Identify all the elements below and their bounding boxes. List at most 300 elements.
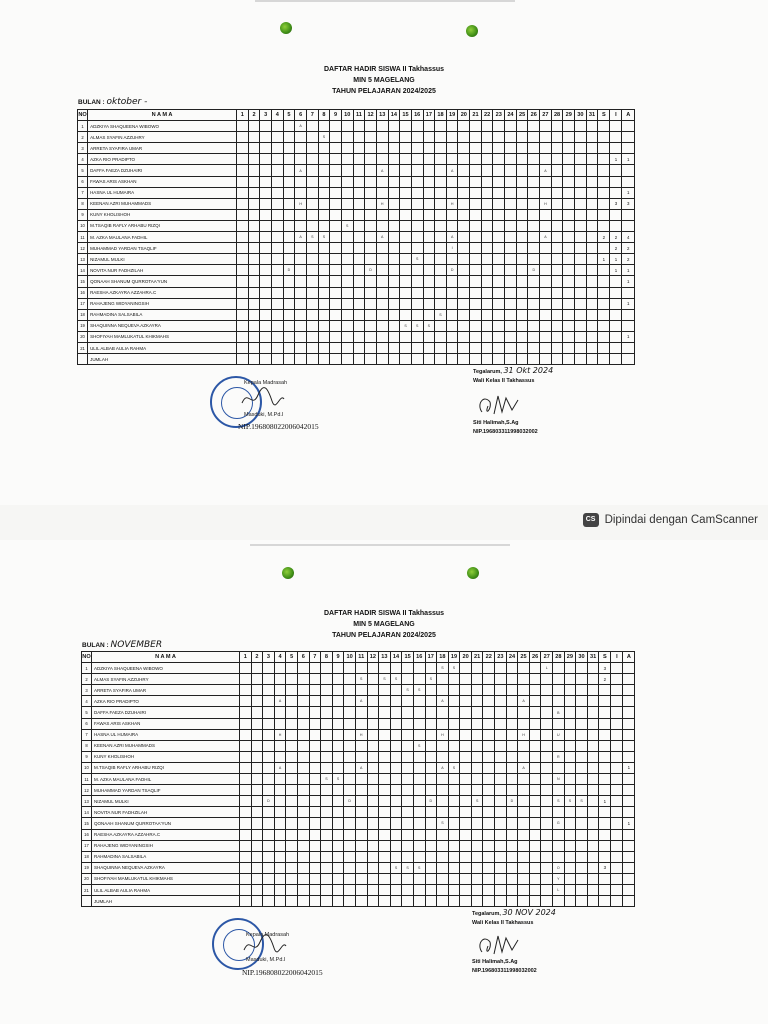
attendance-cell [271,265,283,276]
attendance-cell [493,209,505,220]
attendance-cell [344,785,356,796]
attendance-mark: S [404,323,407,328]
attendance-cell [271,254,283,265]
attendance-cell [423,154,435,165]
attendance-cell [505,342,517,353]
table-row [82,862,635,873]
attendance-cell [587,729,599,740]
attendance-cell [286,884,298,895]
attendance-cell [248,254,260,265]
attendance-cell [481,143,493,154]
attendance-cell [483,762,495,773]
attendance-cell [587,851,599,862]
attendance-cell [365,243,377,254]
attendance-cell [576,785,588,796]
attendance-mark: A [278,699,282,704]
attendance-cell [528,320,540,331]
attendance-cell [423,254,435,265]
attendance-cell [263,674,275,685]
attendance-cell [402,840,414,851]
attendance-cell [318,187,330,198]
column-header-day: 1 [240,652,252,663]
attendance-cell [341,265,353,276]
attendance-cell [376,320,388,331]
attendance-cell [248,176,260,187]
student-no: 19 [82,862,92,873]
attendance-cell [458,287,470,298]
attendance-cell [446,265,458,276]
attendance-cell [423,342,435,353]
attendance-cell [481,342,493,353]
attendance-cell [365,331,377,342]
total-alpa [622,209,635,220]
attendance-cell [365,287,377,298]
attendance-cell [495,685,507,696]
attendance-cell [575,232,587,243]
attendance-cell [516,154,528,165]
attendance-cell [493,187,505,198]
attendance-cell [471,729,483,740]
attendance-cell [332,774,344,785]
total-cell [437,896,449,907]
attendance-cell [564,663,576,674]
attendance-cell [388,276,400,287]
attendance-cell [458,320,470,331]
attendance-cell [297,851,309,862]
attendance-cell [529,818,541,829]
attendance-cell [446,165,458,176]
attendance-cell [575,187,587,198]
attendance-cell [575,265,587,276]
attendance-cell [286,840,298,851]
attendance-cell [332,807,344,818]
attendance-cell [400,209,412,220]
attendance-cell [553,774,565,785]
attendance-cell [553,807,565,818]
attendance-cell [309,740,321,751]
attendance-cell [495,674,507,685]
table-row [78,209,635,220]
column-header-day: 26 [528,110,540,121]
total-cell [248,354,260,365]
attendance-cell [411,209,423,220]
attendance-cell [376,232,388,243]
attendance-cell [274,807,286,818]
attendance-cell [309,818,321,829]
attendance-cell [516,243,528,254]
total-cell [622,354,635,365]
attendance-cell [576,796,588,807]
student-no: 14 [82,807,92,818]
attendance-cell [332,785,344,796]
attendance-mark: S [580,799,583,804]
attendance-cell [471,851,483,862]
attendance-cell [248,243,260,254]
attendance-cell [400,309,412,320]
attendance-cell [283,132,295,143]
attendance-cell [529,740,541,751]
attendance-cell [260,243,272,254]
headmaster-nip: NIP.196808022006042015 [242,968,323,977]
attendance-cell [587,796,599,807]
attendance-cell [274,718,286,729]
attendance-cell [460,884,472,895]
column-header-day: 18 [435,110,447,121]
attendance-cell [344,729,356,740]
attendance-cell [551,309,563,320]
attendance-mark: S [406,865,409,870]
attendance-cell [437,674,449,685]
attendance-cell [283,143,295,154]
attendance-cell [309,774,321,785]
attendance-cell [251,685,263,696]
attendance-cell [493,165,505,176]
attendance-cell [575,342,587,353]
table-row [78,154,635,165]
attendance-cell [367,851,379,862]
total-sakit [598,154,610,165]
attendance-cell [283,298,295,309]
attendance-cell [435,342,447,353]
attendance-cell [506,762,518,773]
total-cell [297,896,309,907]
attendance-cell [355,740,367,751]
attendance-cell [330,265,342,276]
attendance-cell [446,154,458,165]
attendance-cell [576,696,588,707]
column-header-day: 1 [237,110,249,121]
attendance-cell [237,342,249,353]
attendance-cell [541,851,553,862]
attendance-cell [481,243,493,254]
total-izin [611,729,623,740]
wali-nip: NIP.196803311998032002 [473,429,538,435]
total-cell [353,354,365,365]
attendance-cell [448,873,460,884]
attendance-cell [388,154,400,165]
attendance-cell [295,276,307,287]
attendance-cell [251,696,263,707]
attendance-cell [251,774,263,785]
attendance-cell [271,154,283,165]
attendance-cell [263,829,275,840]
wali-name-block [473,419,538,437]
attendance-cell [435,298,447,309]
attendance-cell [332,796,344,807]
attendance-cell [575,176,587,187]
attendance-cell [309,862,321,873]
attendance-cell [587,840,599,851]
attendance-cell [460,873,472,884]
attendance-cell [495,840,507,851]
attendance-cell [541,796,553,807]
attendance-cell [481,309,493,320]
attendance-cell [448,796,460,807]
student-name: ARRETA SYAFIRA UMAR [92,685,240,696]
attendance-cell [248,154,260,165]
total-cell [425,896,437,907]
attendance-cell [563,165,575,176]
attendance-mark: H [522,732,525,737]
attendance-cell [248,187,260,198]
student-name: RAESHA AZKAYRA AZZAHRA.C [92,829,240,840]
attendance-cell [263,729,275,740]
attendance-cell [448,785,460,796]
attendance-cell [425,685,437,696]
total-alpa [623,785,635,796]
attendance-cell [376,154,388,165]
attendance-cell [260,198,272,209]
attendance-cell [413,729,425,740]
attendance-cell [493,254,505,265]
student-no: 13 [82,796,92,807]
attendance-cell [437,807,449,818]
total-sakit [599,774,611,785]
attendance-cell [286,674,298,685]
attendance-cell [505,265,517,276]
attendance-cell [365,298,377,309]
attendance-cell [471,740,483,751]
column-header-day: 3 [263,652,275,663]
total-izin: 1 [610,154,622,165]
attendance-cell [518,729,530,740]
column-header-day: 24 [505,110,517,121]
attendance-cell [425,818,437,829]
attendance-cell [528,331,540,342]
student-name: MUHAMMAD YARDAN TSAQLIF [88,243,237,254]
attendance-cell [321,862,333,873]
attendance-cell [248,143,260,154]
attendance-cell [240,729,252,740]
attendance-cell [587,762,599,773]
attendance-cell [470,265,482,276]
attendance-cell [297,663,309,674]
total-cell [271,354,283,365]
attendance-cell [390,851,402,862]
total-sakit [599,807,611,818]
attendance-cell [309,840,321,851]
table-header-row [78,110,635,121]
attendance-cell [251,707,263,718]
table-row [82,840,635,851]
attendance-cell [586,331,598,342]
attendance-cell [248,298,260,309]
attendance-cell [411,342,423,353]
title-line-2: MIN 5 MAGELANG [353,621,415,628]
attendance-cell [448,884,460,895]
total-alpa [623,807,635,818]
attendance-cell [446,176,458,187]
attendance-cell [271,220,283,231]
attendance-cell [516,220,528,231]
attendance-cell [493,298,505,309]
attendance-cell [529,774,541,785]
column-header-day: 15 [402,652,414,663]
student-no: 5 [82,707,92,718]
attendance-cell [437,707,449,718]
attendance-cell [321,663,333,674]
attendance-cell [271,232,283,243]
attendance-cell [506,729,518,740]
attendance-cell [448,663,460,674]
attendance-cell [495,663,507,674]
attendance-cell [297,762,309,773]
attendance-mark: S [394,865,398,870]
attendance-cell [423,165,435,176]
attendance-cell [240,851,252,862]
attendance-cell [446,309,458,320]
attendance-cell [423,176,435,187]
attendance-cell [286,774,298,785]
attendance-cell [400,243,412,254]
attendance-cell [332,718,344,729]
total-izin: 1 [610,254,622,265]
attendance-cell [423,187,435,198]
attendance-cell [460,762,472,773]
attendance-cell [306,143,318,154]
attendance-cell [367,751,379,762]
attendance-cell [506,774,518,785]
attendance-cell [321,873,333,884]
total-alpa: 1 [622,298,635,309]
attendance-cell [505,298,517,309]
table-row [82,729,635,740]
attendance-cell [541,740,553,751]
attendance-mark: D [267,799,270,804]
attendance-cell [564,774,576,785]
attendance-cell [586,154,598,165]
total-cell [563,354,575,365]
attendance-cell [586,309,598,320]
total-alpa: 1 [622,276,635,287]
attendance-cell [587,674,599,685]
attendance-cell [553,762,565,773]
attendance-cell [446,331,458,342]
attendance-cell [400,132,412,143]
column-header-name: N A M A [92,652,240,663]
attendance-mark: A [450,168,454,173]
attendance-cell [306,320,318,331]
attendance-cell [540,165,552,176]
attendance-cell [576,774,588,785]
paper-edge [255,0,515,2]
total-izin [610,320,622,331]
attendance-cell [516,209,528,220]
column-header-day: 23 [495,652,507,663]
attendance-cell [274,840,286,851]
attendance-cell [309,718,321,729]
attendance-mark: A [360,765,363,770]
attendance-cell [248,331,260,342]
table-row [78,265,635,276]
attendance-cell [564,829,576,840]
attendance-cell [379,862,391,873]
total-izin [611,884,623,895]
attendance-cell [518,674,530,685]
table-row [78,121,635,132]
total-cell [355,896,367,907]
attendance-cell [564,751,576,762]
total-alpa [622,320,635,331]
attendance-cell [237,309,249,320]
attendance-cell [481,331,493,342]
attendance-cell [263,663,275,674]
attendance-cell [402,674,414,685]
attendance-cell [481,287,493,298]
total-izin [611,785,623,796]
attendance-cell [423,309,435,320]
attendance-cell [553,707,565,718]
attendance-cell [506,685,518,696]
attendance-cell [551,320,563,331]
attendance-cell [553,718,565,729]
attendance-cell [587,663,599,674]
attendance-cell [564,818,576,829]
attendance-mark: D [532,268,536,273]
attendance-mark: S [322,235,326,240]
attendance-cell [321,696,333,707]
attendance-cell [353,342,365,353]
column-header-day: 9 [332,652,344,663]
attendance-cell [306,209,318,220]
column-header-day: 8 [318,110,330,121]
column-header-day: 22 [483,652,495,663]
attendance-cell [423,276,435,287]
column-header-day: 13 [379,652,391,663]
attendance-cell [318,298,330,309]
attendance-cell [379,807,391,818]
attendance-cell [437,685,449,696]
attendance-cell [367,840,379,851]
attendance-cell [297,707,309,718]
attendance-cell [516,165,528,176]
attendance-cell [435,132,447,143]
attendance-cell [306,187,318,198]
attendance-cell [355,851,367,862]
total-alpa [622,220,635,231]
table-row [82,663,635,674]
attendance-cell [295,232,307,243]
attendance-cell [411,176,423,187]
column-header-day: 24 [506,652,518,663]
attendance-cell [248,121,260,132]
attendance-cell [411,276,423,287]
attendance-cell [506,884,518,895]
attendance-cell [493,276,505,287]
attendance-cell [493,331,505,342]
attendance-cell [355,884,367,895]
attendance-cell [586,198,598,209]
attendance-cell [402,762,414,773]
total-sakit: 3 [599,663,611,674]
attendance-cell [309,762,321,773]
attendance-cell [318,220,330,231]
student-name: RAHAJENG WIDYANINGSIH [92,840,240,851]
attendance-cell [341,331,353,342]
attendance-cell [297,862,309,873]
attendance-cell [286,829,298,840]
attendance-cell [553,663,565,674]
attendance-cell [518,685,530,696]
student-no: 2 [82,674,92,685]
total-cell [411,354,423,365]
attendance-cell [271,209,283,220]
attendance-cell [564,796,576,807]
total-sakit [598,132,610,143]
attendance-cell [341,342,353,353]
table-row [82,718,635,729]
attendance-cell [413,807,425,818]
